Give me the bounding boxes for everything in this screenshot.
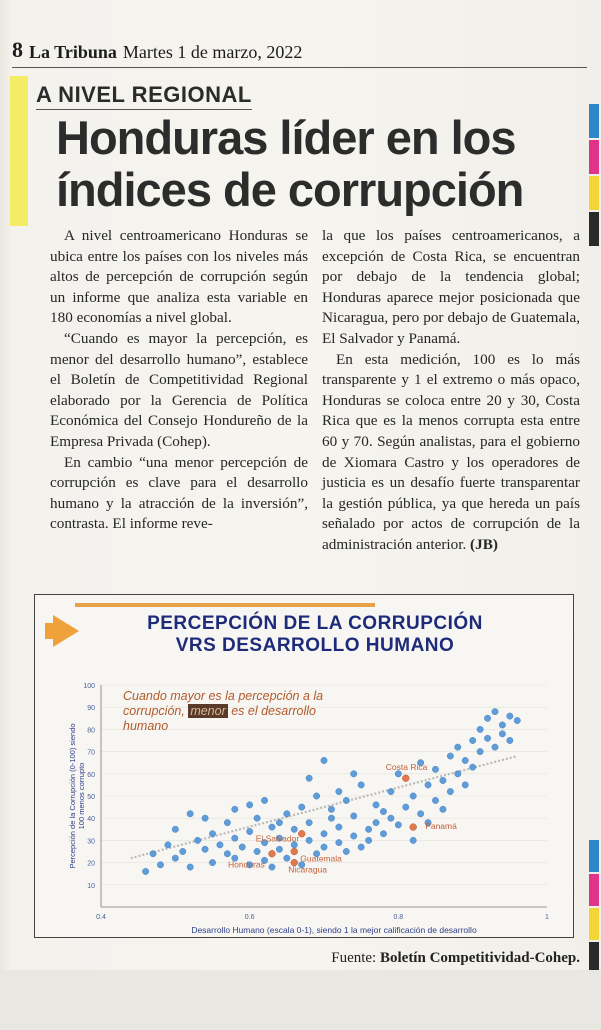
data-point [455, 744, 461, 750]
data-point [284, 855, 290, 861]
data-point [194, 837, 200, 843]
data-point [492, 744, 498, 750]
data-point [232, 835, 238, 841]
data-point [388, 815, 394, 821]
column-right [322, 226, 580, 556]
data-point [343, 797, 349, 803]
data-point [336, 788, 342, 794]
y-axis-label: Percepción de la Corrupción (0-100) siendo100 menos corrupto [68, 723, 86, 869]
data-point [507, 737, 513, 743]
data-point [514, 717, 520, 723]
chart-title-line1: PERCEPCIÓN DE LA CORRUPCIÓN [147, 613, 483, 634]
data-point [484, 735, 490, 741]
y-tick-label: 60 [87, 771, 95, 779]
data-point [306, 819, 312, 825]
data-point [254, 815, 260, 821]
data-point [395, 822, 401, 828]
data-point [455, 771, 461, 777]
chart-figure [34, 594, 574, 938]
data-point [432, 797, 438, 803]
publication-date: Martes 1 de marzo, 2022 [122, 42, 303, 62]
x-tick-label: 1 [545, 914, 549, 921]
data-point [328, 815, 334, 821]
highlighted-point [269, 850, 276, 857]
data-point [321, 844, 327, 850]
data-point [380, 808, 386, 814]
point-label: Guatemala [300, 853, 342, 864]
paragraph: En cambio “una menor percepción de corrupción es clave para el desarrollo humano y la atracción de la inversión”, contrasta. El informe reve- [50, 453, 308, 533]
data-point [165, 842, 171, 848]
print-color-bars [589, 104, 599, 248]
data-point [321, 831, 327, 837]
data-point [172, 826, 178, 832]
data-point [499, 722, 505, 728]
data-point [209, 831, 215, 837]
y-tick-label: 50 [87, 794, 95, 801]
data-point [365, 837, 371, 843]
data-point [410, 837, 416, 843]
page-header [12, 30, 587, 68]
y-tick-label: 70 [87, 749, 95, 757]
data-point [447, 788, 453, 794]
author-signature: (JB) [470, 535, 498, 553]
data-point [417, 811, 423, 817]
x-axis-label: Desarrollo Humano (escala 0-1), siendo 1 la mejor calificación de desarrollo [191, 925, 477, 935]
highlighted-point [298, 830, 305, 837]
y-tick-label: 30 [87, 838, 95, 846]
x-tick-label: 0.8 [393, 914, 404, 921]
data-point [336, 839, 342, 845]
print-color-bars-lower [589, 840, 599, 976]
page-bottom-margin [0, 970, 601, 1030]
y-tick-label: 90 [87, 705, 95, 713]
data-point [343, 848, 349, 854]
y-tick-label: 40 [87, 816, 95, 824]
data-point [276, 819, 282, 825]
section-kicker: A NIVEL REGIONAL [36, 82, 252, 110]
data-point [410, 793, 416, 799]
chart-annotation [123, 689, 363, 734]
data-point [447, 753, 453, 759]
data-point [299, 804, 305, 810]
data-point [388, 788, 394, 794]
data-point [269, 824, 275, 830]
data-point [291, 826, 297, 832]
x-tick-label: 0.4 [96, 914, 106, 921]
data-point [209, 859, 215, 865]
data-point [373, 819, 379, 825]
point-label: Honduras [227, 859, 265, 870]
data-point [328, 806, 334, 812]
data-point [157, 862, 163, 868]
highlighted-point [291, 848, 298, 855]
highlighted-point [402, 775, 409, 782]
data-point [432, 766, 438, 772]
data-point [440, 806, 446, 812]
point-label: Panamá [425, 821, 457, 832]
data-point [403, 804, 409, 810]
newspaper-name: La Tribuna [29, 42, 117, 62]
data-point [477, 726, 483, 732]
figure-source [260, 950, 580, 967]
data-point [217, 842, 223, 848]
data-point [373, 802, 379, 808]
paragraph: la que los países centroamericanos, a excepción de Costa Rica, se encuentran por debajo de la tendencia global; Honduras aparece mejor posicionada que Nicaragua, pero por debajo de Guatemala, El Salvador y Panamá. [322, 227, 580, 347]
data-point [202, 815, 208, 821]
point-label: El Salvador [255, 833, 300, 844]
data-point [276, 846, 282, 852]
data-point [351, 771, 357, 777]
paragraph-text: En esta medición, 100 es lo más transparente y 1 el extremo o más opaco, Honduras se coloca entre 20 y 30, Costa Rica que es la menos corrupta esta entre 60 y 70. Según analistas, para el gobierno de Xiomara Castro y los operadores de justicia es un desafío fuerte transparentar la gestión pública, ya que hereda un país señalado por actos de corrupción de la administración anterior. [322, 350, 580, 553]
data-point [351, 833, 357, 839]
data-point [469, 764, 475, 770]
data-point [380, 831, 386, 837]
paragraph: “Cuando es mayor la percepción, es menor del desarrollo humano”, establece el Boletín de Competitividad Regional elaborado por la Gerencia de Política Económica del Consejo Hondureño de la Empresa Privada (Cohep). [50, 329, 308, 450]
source-label: Fuente: [331, 950, 377, 966]
data-point [187, 811, 193, 817]
data-point [284, 811, 290, 817]
data-point [484, 715, 490, 721]
x-tick-label: 0.6 [244, 914, 255, 921]
data-point [462, 782, 468, 788]
annotation-boxed-word: menor [190, 704, 226, 718]
data-point [358, 844, 364, 850]
data-point [499, 731, 505, 737]
y-tick-label: 100 [83, 683, 95, 690]
data-point [507, 713, 513, 719]
y-tick-label: 20 [87, 860, 95, 868]
data-point [469, 737, 475, 743]
data-point [180, 848, 186, 854]
annotation-text-end: es el desarrollo humano [123, 704, 316, 733]
data-point [336, 824, 342, 830]
point-label: Costa Rica [385, 762, 428, 773]
data-point [462, 757, 468, 763]
scatter-chart [35, 595, 571, 935]
highlighted-point [410, 824, 417, 831]
data-point [232, 806, 238, 812]
data-point [172, 855, 178, 861]
data-point [365, 826, 371, 832]
article-body [50, 226, 580, 556]
data-point [425, 782, 431, 788]
highlighter-mark [10, 76, 28, 226]
data-point [492, 708, 498, 714]
data-point [440, 777, 446, 783]
source-name: Boletín Competitividad-Cohep. [379, 950, 580, 966]
data-point [321, 757, 327, 763]
data-point [142, 868, 148, 874]
data-point [202, 846, 208, 852]
data-point [351, 813, 357, 819]
y-tick-label: 10 [87, 882, 95, 890]
annotation-text: Cuando mayor es la percepción a la corrupción, [123, 689, 324, 718]
data-point [224, 819, 230, 825]
data-point [224, 851, 230, 857]
page-number: 8 [12, 37, 23, 62]
y-tick-label: 80 [87, 727, 95, 735]
point-label: Nicaragua [288, 864, 328, 875]
data-point [239, 844, 245, 850]
data-point [246, 802, 252, 808]
data-point [261, 797, 267, 803]
column-left [50, 226, 308, 556]
data-point [306, 837, 312, 843]
data-point [150, 851, 156, 857]
chart-title-line2: VRS DESARROLLO HUMANO [175, 635, 455, 656]
data-point [246, 828, 252, 834]
data-point [477, 748, 483, 754]
paragraph [322, 350, 580, 556]
headline: Honduras líder en los índices de corrupción [56, 111, 524, 216]
data-point [358, 782, 364, 788]
data-point [187, 864, 193, 870]
data-point [254, 848, 260, 854]
paragraph: A nivel centroamericano Honduras se ubica entre los países con los niveles más altos de percepción de corrupción según un informe que analiza esta variable en 180 economías a nivel global. [50, 227, 308, 327]
data-point [306, 775, 312, 781]
data-point [269, 864, 275, 870]
data-point [313, 793, 319, 799]
